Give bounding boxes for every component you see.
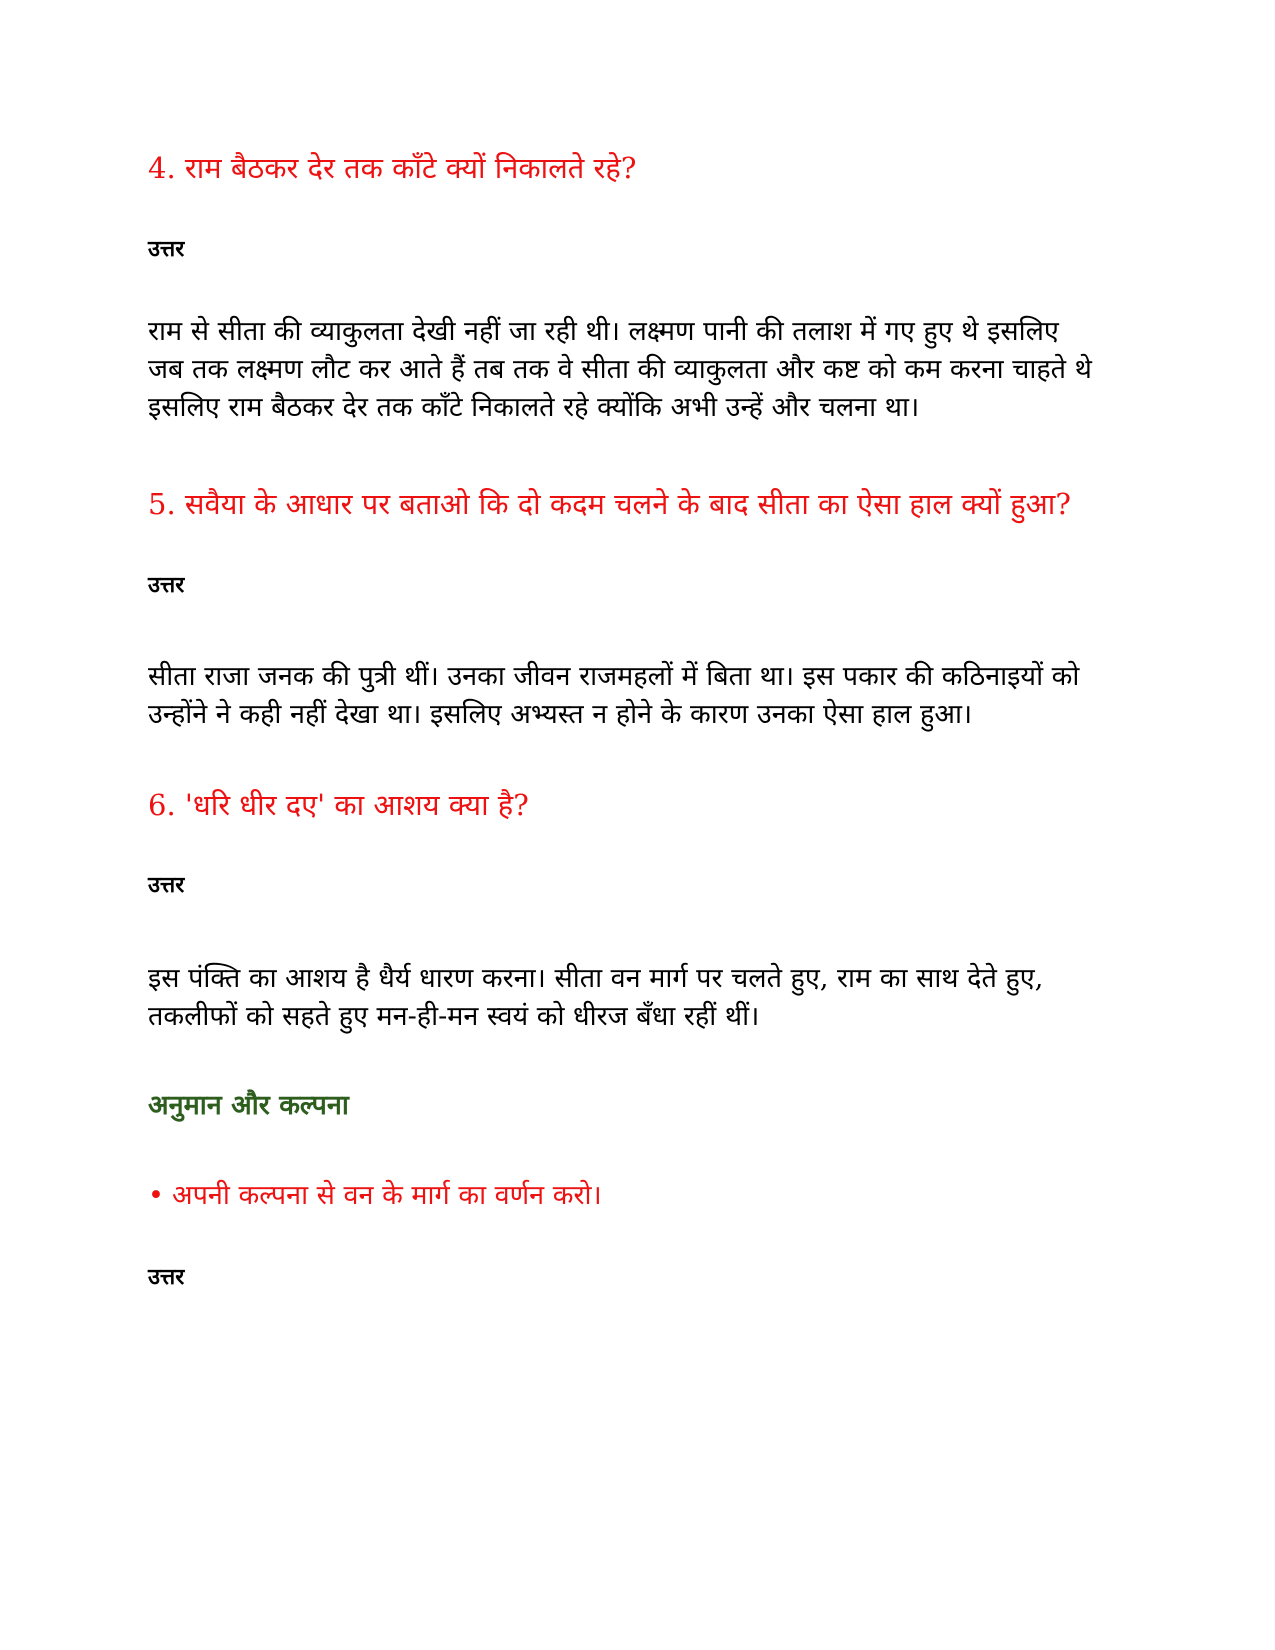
answer-4-line-3: इसलिए राम बैठकर देर तक काँटे निकालते रहे क्योंकि अभी उन्हें और चलना था। [148,392,920,423]
question-5: 5. सवैया के आधार पर बताओ कि दो कदम चलने के बाद सीता का ऐसा हाल क्यों हुआ? [148,487,1071,521]
answer-4-line-2: जब तक लक्ष्मण लौट कर आते हैं तब तक वे सीता की व्याकुलता और कष्ट को कम करना चाहते थे [148,354,1092,385]
bullet-question-text: अपनी कल्पना से वन के मार्ग का वर्णन करो। [171,1180,602,1211]
answer-5-line-2: उन्होंने ने कही नहीं देखा था। इसलिए अभ्यस्त न होने के कारण उनका ऐसा हाल हुआ। [148,699,973,730]
bullet-icon: • [148,1180,164,1211]
answer-label-section: उत्तर [148,1264,185,1290]
answer-4-line-1: राम से सीता की व्याकुलता देखी नहीं जा रही थी। लक्ष्मण पानी की तलाश में गए हुए थे इसलिए [148,316,1059,347]
answer-5 [148,658,1128,734]
answer-4 [148,313,1128,427]
question-6: 6. 'धरि धीर दए' का आशय क्या है? [148,788,529,822]
answer-label-4: उत्तर [148,236,185,262]
answer-label-5: उत्तर [148,572,185,598]
answer-6-line-2: तकलीफों को सहते हुए मन-ही-मन स्वयं को धीरज बँधा रहीं थीं। [148,1001,760,1032]
question-4: 4. राम बैठकर देर तक काँटे क्यों निकालते रहे? [148,151,637,185]
answer-6 [148,960,1128,1036]
section-heading: अनुमान और कल्पना [148,1090,349,1121]
answer-6-line-1: इस पंक्ति का आशय है धैर्य धारण करना। सीता वन मार्ग पर चलते हुए, राम का साथ देते हुए, [148,963,1044,994]
bullet-question [148,1178,1128,1214]
answer-5-line-1: सीता राजा जनक की पुत्री थीं। उनका जीवन राजमहलों में बिता था। इस पकार की कठिनाइयों को [148,661,1080,692]
answer-label-6: उत्तर [148,872,185,898]
